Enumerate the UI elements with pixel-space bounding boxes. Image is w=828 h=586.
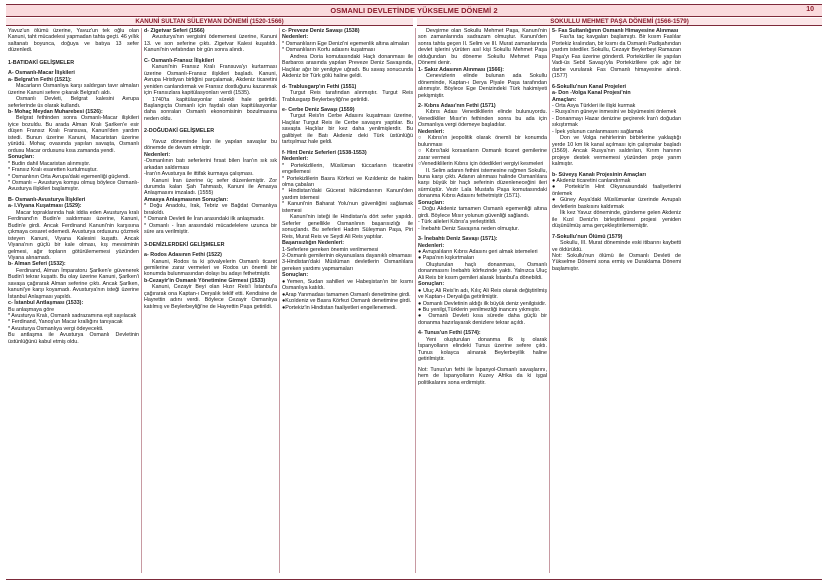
- heading: Sonuçları:: [418, 281, 445, 288]
- page-number: 10: [806, 6, 814, 13]
- paragraph: - Orta Asya Türkleri ile ilişki kurmak: [552, 102, 636, 109]
- heading: d- Zigetvar Seferi (1566): [144, 28, 205, 34]
- paragraph: ● Akdeniz ticaretini canlandırmak: [552, 177, 631, 184]
- paragraph: Oluşturulan haçlı donanması, Osmanlı donanmasını İnebahtı körfezinde yaktı. Yalnızca Uluç Ali Reis bir kısım gemileri alarak İstanbul'a dönebildi.: [418, 261, 547, 281]
- paragraph: * Osmanlıların Korfu adasını kuşatması: [282, 47, 375, 54]
- heading: 7-Sokullu'nun Ölümü (1579): [552, 233, 623, 240]
- heading: C- Osmanlı-Fransız İlişkileri: [144, 57, 215, 64]
- column-1: [6, 28, 141, 573]
- paragraph: Yavuz'un ölümü üzerine, Yavuz'un tek oğlu olan Kanuni, taht mücadelesi yapmadan tahta geçti. 46 yıllık saltanatı boyunca, doğuya ve batıya 13 sefer düzenledi.: [8, 28, 139, 54]
- heading: Başarısızlığın Nedenleri:: [282, 240, 345, 247]
- paragraph: İlk kez Yavuz döneminde, gündeme gelen Akdeniz ile Kızıl Deniz'in birleştirilmesi projesi yeniden düşünülmüş ama gerçekleştirilememiştir.: [552, 210, 681, 230]
- paragraph: * Kanuni'nin Baharat Yolu'nun güvenliğini sağlamak istemesi: [282, 201, 413, 214]
- heading: b- Süveyş Kanalı Projesinin Amaçları: [552, 171, 646, 178]
- paragraph: Kanuni İran üzerine üç sefer düzenlemiştir. Zor durumda kalan Şah Tahmasb, Kanuni ile Amasya Anlaşmasını imzaladı. (1555): [144, 177, 277, 197]
- heading: c- Preveze Deniz Savaşı (1538): [282, 28, 360, 34]
- paragraph: * Fransız Kralı esaretten kurtulmuştur.: [8, 167, 98, 174]
- heading: 2- Kıbrıs Adası'nın Fethi (1571): [418, 102, 496, 109]
- heading: 1- Sakız Adasının Alınması (1566):: [418, 66, 505, 73]
- heading: Amaçları:: [552, 96, 577, 103]
- paragraph: II. Selim adanın fethini istemesine rağmen Sokullu, buna karşı çıktı. Adanın alınması halinde Osmanlılara karşı büyük bir haçlı seferinin düzenleneceğini ileri sürmüştür. Vezir Lala Mustafa Paşa komutasındaki donanma Kıbrıs Adasını fethetmiştir (1571).: [418, 167, 547, 200]
- paragraph: ● Portekiz'in Hint Okyanusundaki faaliyetlerini önlemek: [552, 184, 681, 197]
- title-bar: [6, 4, 822, 17]
- heading: 3- İnebahtı Deniz Savaşı (1571):: [418, 236, 498, 243]
- heading: 4- Tunus'un Fethi (1574):: [418, 330, 481, 337]
- page-title: OSMANLI DEVLETİNDE YÜKSELME DÖNEMİ 2: [330, 6, 498, 15]
- section-header-sokullu: SOKULLU MEHMET PAŞA DÖNEMİ (1566-1579): [417, 18, 822, 26]
- paragraph: ● Güney Asya'daki Müslümanlar üzerinde Avrupalı devletlerin baskısını kaldırmak: [552, 197, 681, 210]
- paragraph: Cenevizlerin elinde bulunan ada Sokullu döneminde, Kaptan-ı Derya Piyale Paşa tarafından alınmıştır. Böylece Ege Denizindeki Türk hakimiyeti pekişmiştir.: [418, 73, 547, 99]
- paragraph: Devşirme olan Sokullu Mehmet Paşa, Kanuni'nin son zamanlarında sadrazam olmuştur. Kanuni'den sonra tahta geçen II. Selim ve III. Murat zamanlarında devlet işlerini yürüten asıl kişi Sokullu Mehmet Paşa olduğundan bu döneme Sokullu Mehmet Paşa Dönemi denir.: [418, 28, 547, 67]
- column-5: [549, 28, 683, 573]
- heading: f- Hint Deniz Seferleri (1538-1553): [282, 149, 367, 156]
- heading: Nedenleri:: [418, 242, 445, 249]
- paragraph: ● Osmanlı Devleti kısa sürede daha güçlü bir donanma hazırlayarak denizlere tekrar açıldı.: [418, 313, 547, 326]
- paragraph: Macarların Osmanlıya karşı saldırgan tavır almaları üzerine Kanuni sefere çıkarak Belgrat'ı aldı.: [8, 83, 139, 96]
- content-columns: [6, 28, 822, 573]
- paragraph: ● Papa'nın kışkırtmaları: [418, 255, 475, 262]
- paragraph: * Ferdinand, Yanoş'un Macar krallığını tanıyacak: [8, 319, 123, 326]
- heading: 5- Fas Sultanlığının Osmanlı Himayesine Alınması: [552, 28, 679, 34]
- paragraph: ● Avrupalıların Kıbrıs Adasını geri almak istemeleri: [418, 248, 538, 255]
- paragraph: - İnebahtı Deniz Savaşına neden olmuştur.: [418, 225, 519, 232]
- section-header-kanuni: KANUNİ SULTAN SÜLEYMAN DÖNEMİ (1520-1566): [6, 18, 413, 26]
- paragraph: -Osmanlının batı seferlerini fırsat bilen İran'ın sık sık arkadan saldırması: [144, 158, 277, 171]
- paragraph: 1-Seferlere gereken önemin verilmemesi: [282, 246, 379, 253]
- paragraph: Ferdinand, Alman İmparatoru Şarlken'e güvenerek Budin'i tekrar kuşattı. Bu olay üzerine Kanuni, Şarlken'i savaşa çağırarak Alman seferine çıktı. Ancak Şarlken, kanuni'ye karşı koyamadı. Avusturya'nın isteği üzerine İstanbul Anlaşması yapıldı.: [8, 267, 139, 300]
- paragraph: * Portekizlilerin, Müslüman tüccarların ticaretini engellemesi: [282, 162, 413, 176]
- paragraph: * Osmanlı - İran arasındaki mücadelelere uzunca bir süre ara verilmiştir.: [144, 222, 277, 236]
- heading: a- I.Viyana Kuşatması (1529):: [8, 203, 82, 210]
- paragraph: - İpek yolunun canlanmasını sağlamak: [552, 128, 644, 135]
- column-2: [141, 28, 279, 573]
- paragraph: Yavuz döneminde İran ile yapılan savaşlar bu dönemde de devam etmiştir.: [144, 138, 277, 152]
- paragraph: - Rusya'nın güneye inmesini ve büyümesini önlemek: [552, 109, 677, 116]
- paragraph: ●Kızıldeniz ve Basra Körfezi Osmanlı denetimine girdi.: [282, 298, 412, 305]
- paragraph: * Portekizlilerin Basra Körfezi ve Kızıldeniz de hakim olma çabaları: [282, 175, 413, 188]
- paragraph: - Doğu Akdeniz tamamen Osmanlı egemenliği altına girdi. Böylece Mısır yolunun güvenliği sağlandı.: [418, 206, 547, 219]
- paragraph: Turgut Reis'in Cerbe Adasını kuşatması üzerine, Haçlılar Turgut Reis ile Cerbe savaşını yaptılar. Bu savaşta Haçlılar bir kez daha yenilmişlerdir. Bu galibiyet ile Batı Akdeniz deki Türk üstünlüğü tartışılmaz hale geldi.: [282, 113, 413, 146]
- heading: Nedenleri:: [144, 151, 171, 158]
- paragraph: * Budin dahil Macaristan alınmıştır.: [8, 160, 91, 167]
- heading: d- Trablusgarp'ın Fethi (1551): [282, 83, 357, 90]
- heading: A- Osmanlı-Macar İlişkileri: [8, 70, 75, 77]
- paragraph: 2-Osmanlı gemilerinin okyanuslara dayanıklı olmaması: [282, 252, 412, 259]
- paragraph: ● Osmanlı Devletinin aldığı ilk büyük deniz yenilgisidir.: [418, 300, 547, 307]
- paragraph: Kanuni, Rodos ta ki şövalyelerin Osmanlı ticaret gemilerine zarar vermeleri ve Rodos un önemli bir konumda bulunmasından dolayı bu adayı fethetmiştir.: [144, 258, 277, 278]
- column-4: [415, 28, 549, 573]
- paragraph: Turgut Reis tarafından alınmıştır. Turgut Reis Trablusgarp Beylerbeyliği'ne getirildi.: [282, 90, 413, 103]
- section-heading: 3-DENİZLERDEKİ GELİŞMELER: [144, 241, 225, 248]
- heading: Nedenleri:: [282, 34, 309, 41]
- heading: e- Cerbe Deniz Savaşı (1559): [282, 106, 355, 113]
- paragraph: Kıbrıs Adası Venediklilerin elinde bulunuyordu. Venedikliler Mısır'ın fethinden sonra bu ada için Osmanlıya vergi ödemeye başladılar.: [418, 109, 547, 129]
- paragraph: * Doğu Anadolu, Irak, Tebriz ve Bağdat Osmanlıya bırakıldı.: [144, 203, 277, 216]
- paragraph: ○ Kıbrıs'ın jeopolitik olarak önemli bir konumda bulunması: [418, 135, 547, 148]
- heading: Sonuçları:: [418, 199, 445, 206]
- paragraph: 3-Hindistan'daki Müslüman devletlerin Osmanlılara gereken yardımı yapmamaları: [282, 259, 413, 272]
- paragraph: Kanuni'nin Fransız Kralı Fransuva'yı kurtarması üzerine Osmanlı-Fransız ilişkileri başladı. Kanuni, Avrupa Hristiyan birliğini parçalamak, Akdeniz ticaretini yeniden canlandırmak ve Fransız dostluğunu kazanmak için Fransızlara kapitülasyonları verdi (1535).: [144, 64, 277, 97]
- paragraph: ● Bu yenilgi,Türklerin yenilmezliği inancını yıkmıştır.: [418, 307, 541, 314]
- paragraph: Yeni oluşturulan donanma ilk iş olarak İspanyolların elindeki Tunus üzerine sefere çıktı. Tunus kolayca alınarak Beylerbeyilik haline getirilmiştir.: [418, 336, 547, 363]
- heading: c- İstanbul Antlaşması (1533):: [8, 300, 84, 307]
- paragraph: Not: Sokullu'nun ölümü ile Osmanlı Devleti de Yükselme Dönemi sona ermiş ve Duraklama Dönemi başlamıştır.: [552, 252, 681, 272]
- paragraph: ●Yemen, Sudan sahilleri ve Habeşistan'ın bir kısmı Osmanlıya katıldı.: [282, 278, 413, 292]
- paragraph: * Osmanlının Orta Avrupa'daki egemenliği güçlendi.: [8, 173, 130, 180]
- paragraph: * Osmanlıların Ege Denizi'ni egemenlik altına almaları: [282, 40, 410, 47]
- section-heading: 1-BATIDAKİ GELİŞMELER: [8, 59, 75, 66]
- column-3: [279, 28, 415, 573]
- heading: a- Belgrat'ın Fethi (1521):: [8, 76, 72, 83]
- paragraph: Avusturya'nın vergisini ödememesi üzerine, Kanuni 13. ve son seferine çıktı. Zigetvar Kalesi kuşatıldı. Kanuni'nin vefatından bir gün sonra alındı.: [144, 34, 277, 54]
- paragraph: Bu antlaşma ile Avusturya Osmanlı Devletinin üstünlüğünü kabul etmiş oldu.: [8, 332, 139, 345]
- heading: Nedenleri:: [282, 156, 309, 163]
- heading: a- Rodos Adasının Fethi (1522): [144, 252, 222, 259]
- paragraph: ● Uluç Ali Reis'in adı, Kılıç Ali Reis olarak değiştirilmiş ve Kaptan-ı Deryalığa getirilmiştir.: [418, 287, 547, 301]
- paragraph: * Avusturya Kralı, Osmanlı sadrazamına eşit sayılacak: [8, 313, 137, 320]
- paragraph: ●Portekiz'in Hindistan faaliyetleri engellenemedi.: [282, 304, 397, 311]
- heading: a- Don -Volga Kanal Projesi'nin: [552, 90, 631, 97]
- bottom-rule: [6, 579, 822, 580]
- paragraph: Don ve Volga nehirlerinin birbirlerine yaklaştığı yerde 10 km lik kanal açılması için çalışmalar başladı (1569). Ancak Rusya'nın saldırıları, Kırım hanının projeye destek vermemesi yüzünden proje yarım kalmıştır.: [552, 135, 681, 168]
- heading: B- Osmanlı-Avusturya İlişkileri: [8, 196, 86, 203]
- heading: 6-Sokullu'nun Kanal Projeleri: [552, 83, 627, 90]
- paragraph: Sokullu, III. Murat döneminde eski itibarını kaybetti ve öldürüldü.: [552, 240, 681, 253]
- paragraph: * Osmanlı Devleti ile İran arasındaki ilk anlaşmadır.: [144, 216, 265, 223]
- spacer: [144, 122, 277, 126]
- paragraph: Fas'ta taç kavgaları başlamıştı. Bir kısım Faslılar Portekiz kralından, bir kısmı da Osmanlı Padişahından yardım istediler. Sokullu, Cezayir Beylerbeyi Ramazan Paşa'yı Fas üzerine gönderdi. Portekizliler ile yapılan Vadi-üs Sebil Savaşı'yla Portekizlilere çok ağır bir darbe vurularak Fas Osmanlı himayesine alındı. (1577): [552, 34, 681, 80]
- paragraph: Macar topraklarında hak iddia eden Avusturya kralı Ferdinand'ın Budin'e saldırması üzerine, Kanuni, Budin'e girdi. Ancak Ferdinand Kanuni'nin karşısına çıkmaya cesaret edemedi. Avusturya ordusunu çözmek isteyen Kanuni, Viyana Kalesini kuşattı. Ancak Viyana'nın güçlü bir kale olması, kış mevsiminin gelmesi, ağır topların götürülememesi yüzünden Viyana alınamadı.: [8, 209, 139, 261]
- paragraph: ○ Kıbrıs'taki korsanların Osmanlı ticaret gemilerine zarar vermesi: [418, 148, 547, 161]
- paragraph: Osmanlı Devleti, Belgrat kalesini Avrupa seferlerinde üs olarak kullandı.: [8, 96, 139, 109]
- heading: Sonuçları:: [282, 272, 309, 279]
- heading: Amasya Anlaşmasının Sonuçları:: [144, 196, 229, 203]
- paragraph: - Donanmayı Hazar denizine geçirerek İran'ı doğudan sıkıştırmak: [552, 115, 681, 129]
- paragraph: * Osmanlı – Avusturya komşu olmuş böylece Osmanlı-Avusturya ilişkileri başlamıştır.: [8, 179, 139, 193]
- section-heading: 2-DOĞUDAKİ GELİŞMELER: [144, 128, 215, 135]
- paragraph: Not: Tunus'un fethi ile İspanyol-Osmanlı savaşlarını, hem de İspanyolların Kuzey Afrika da ki işgal politikalarını sona erdirmiştir.: [418, 366, 547, 386]
- heading: b-Cezayir'in Osmanlı Yönetimine Girmesi (1533): [144, 277, 266, 284]
- section-headers: [6, 18, 822, 26]
- paragraph: ●Arap Yarımadası tamamen Osmanlı denetimine girdi.: [282, 291, 411, 298]
- paragraph: - Türk aileleri Kıbrıs'a yerleştirildi.: [418, 219, 497, 226]
- paragraph: * Hindistan'daki Gücerat hükümdarının Kanuni'den yardım istemesi: [282, 188, 413, 201]
- heading: Nedenleri:: [418, 128, 445, 135]
- paragraph: Belgrat fethinden sonra Osmanlı-Macar ilişkileri iyice bozuldu. Bu arada Alman Kralı Şarlken'e esir düşen Fransız Kralı Fransuva, Kanuni'den yardım istedi. Bunun üzerine Kanuni, Macaristan üzerine yürüdü. Mohaç ovasında yapılan savaşta, Osmanlı ordusu Macar ordusunu kısa zamanda yendi.: [8, 115, 139, 154]
- heading: b- Mohaç Meydan Muharebesi (1526):: [8, 108, 103, 115]
- paragraph: -İran'ın Avusturya ile ittifak kurmaya çalışması.: [144, 171, 254, 178]
- paragraph: Kanuni'nin isteği ile Hindistan'a dört sefer yapıldı. Seferler genellikle Osmanlının başarısızlığı ile sonuçlandı. Bu seferleri Hadım Süleyman Paşa, Piri Reis, Murat Reis ve Seydi Ali Reis yaptılar.: [282, 214, 413, 240]
- heading: Sonuçları:: [8, 154, 35, 161]
- spacer: [144, 236, 277, 240]
- paragraph: 1740'ta kapitülasyonlar sürekli hale getirildi. Başlangıçta Osmanlı için faydalı olan kapitülasyonlar daha sonraları Osmanlı ekonomisinin bozulmasına neden oldu.: [144, 96, 277, 122]
- heading: b- Alman Seferi (1532):: [8, 261, 66, 268]
- spacer: [8, 54, 139, 58]
- paragraph: Bu anlaşmaya göre: [8, 306, 55, 313]
- paragraph: Andrea Doria komutasındaki Haçlı donanması ile Barbaros arasında yapılan Preveze Deniz Savaşında, Haçlılar ağır bir yenilgiye uğradı. Bu savaş sonucunda Akdeniz bir Türk gölü haline geldi.: [282, 53, 413, 80]
- paragraph: * Avusturya Osmanlıya vergi ödeyecekti.: [8, 325, 104, 332]
- paragraph: ○Venediklilerin Kıbrıs için ödedikleri vergiyi kesmeleri: [418, 161, 544, 168]
- paragraph: Kanuni, Cezayir Beyi olan Hızır Reis'i İstanbul'a çağırarak ona Kaptan-ı Deryalık teklif etti. Kendisine de Hayrettin adını verdi. Böylece Cezayir Osmanlıya katılmış ve Beylerbeyliği'ne de Hayrettin Paşa getirildi.: [144, 284, 277, 310]
